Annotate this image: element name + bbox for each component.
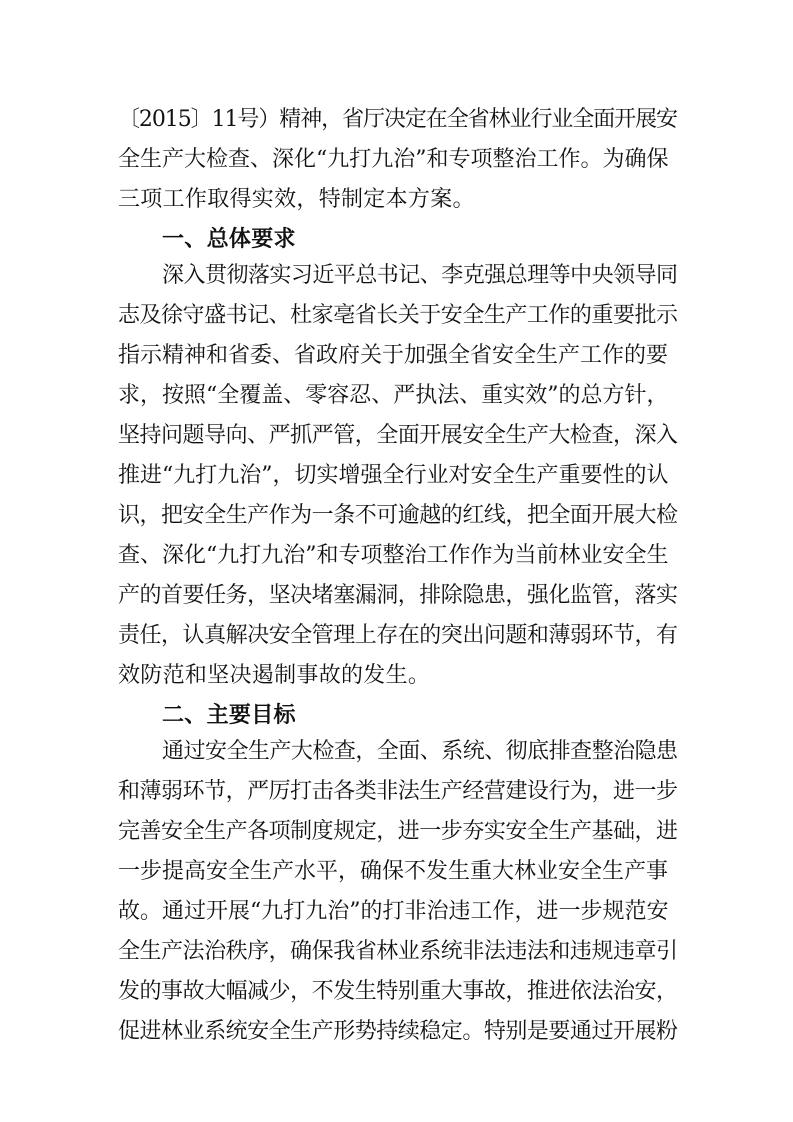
text-line: 产的首要任务，坚决堵塞漏洞，排除隐患，强化监管，落实 — [118, 583, 678, 608]
text-line: 三项工作取得实效，特制定本方案。 — [118, 187, 475, 212]
text-line: 全生产法治秩序，确保我省林业系统非法违法和违规违章引 — [118, 939, 678, 964]
text-line: 和薄弱环节，严厉打击各类非法生产经营建设行为，进一步 — [118, 779, 678, 804]
text-line: 〔2015〕11号）精神，省厅决定在全省林业行业全面开展安 — [118, 107, 677, 132]
section-heading: 二、主要目标 — [162, 703, 296, 728]
text-line: 全生产大检查、深化“九打九治”和专项整治工作。为确保 — [118, 147, 669, 172]
text-line: 坚持问题导向、严抓严管，全面开展安全生产大检查，深入 — [118, 423, 678, 448]
text-line: 识，把安全生产作为一条不可逾越的红线，把全面开展大检 — [118, 503, 678, 528]
text-line: 促进林业系统安全生产形势持续稳定。特别是要通过开展粉 — [118, 1019, 678, 1044]
text-line: 查、深化“九打九治”和专项整治工作作为当前林业安全生 — [118, 543, 669, 568]
text-line: 志及徐守盛书记、杜家亳省长关于安全生产工作的重要批示 — [118, 303, 678, 328]
text-line: 深入贯彻落实习近平总书记、李克强总理等中央领导同 — [162, 263, 678, 288]
text-line: 求，按照“全覆盖、零容忍、严执法、重实效”的总方针， — [118, 383, 669, 408]
text-line: 完善安全生产各项制度规定，进一步夯实安全生产基础，进 — [118, 819, 678, 844]
text-line: 发的事故大幅减少，不发生特别重大事故，推进依法治安， — [118, 979, 678, 1004]
text-line: 指示精神和省委、省政府关于加强全省安全生产工作的要 — [118, 343, 669, 368]
text-line: 故。通过开展“九打九治”的打非治违工作，进一步规范安 — [118, 899, 669, 924]
text-line: 一步提高安全生产水平，确保不发生重大林业安全生产事 — [118, 859, 669, 884]
text-line: 推进“九打九治”，切实增强全行业对安全生产重要性的认 — [118, 463, 669, 488]
text-line: 责任，认真解决安全管理上存在的突出问题和薄弱环节，有 — [118, 623, 678, 648]
section-heading: 一、总体要求 — [162, 227, 296, 252]
text-line: 通过安全生产大检查，全面、系统、彻底排查整治隐患 — [162, 739, 678, 764]
text-line: 效防范和坚决遏制事故的发生。 — [118, 663, 431, 688]
